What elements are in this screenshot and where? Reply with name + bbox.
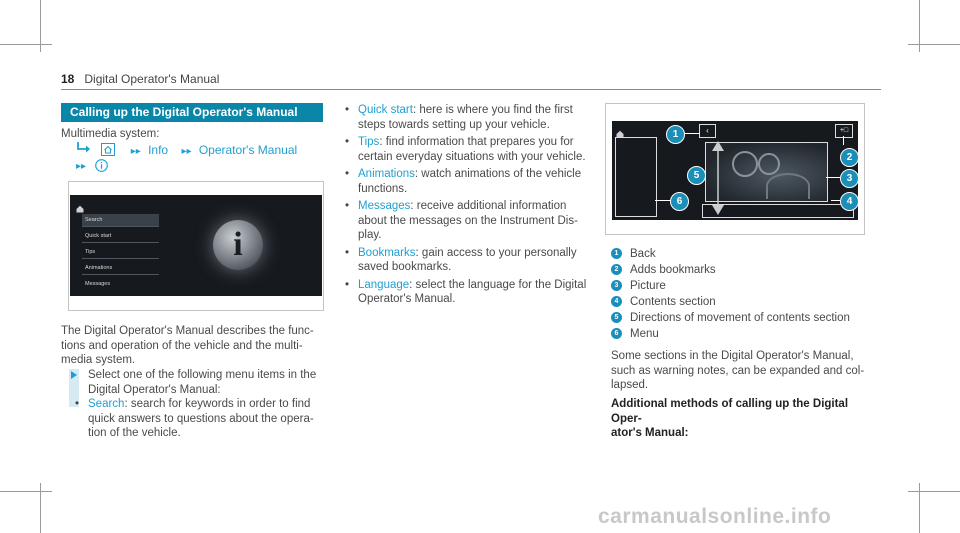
section-banner: Calling up the Digital Operator's Manual xyxy=(61,103,323,122)
legend-item: 2 Adds bookmarks xyxy=(611,264,716,276)
leader-line xyxy=(843,136,844,145)
figure-content-view xyxy=(605,103,865,235)
bookmark-outline: +□ xyxy=(835,124,853,138)
bookmarks-link[interactable]: Bookmarks xyxy=(358,246,416,259)
animations-link[interactable]: Animations xyxy=(358,168,415,180)
back-outline: ‹ xyxy=(699,124,716,138)
screen-content-view xyxy=(612,121,858,220)
list-item: • Bookmarks: gain access to your personally saved bookmarks. xyxy=(343,246,595,275)
step-line: Digital Operator's Manual: xyxy=(88,383,221,396)
crop-mark xyxy=(40,0,41,52)
nav-path xyxy=(76,142,326,160)
callout-1: 1 xyxy=(666,125,685,144)
info-logo-icon xyxy=(213,220,263,270)
dashboard-gauge xyxy=(732,151,758,177)
home-icon xyxy=(101,143,115,160)
search-link[interactable]: Search xyxy=(88,398,125,410)
page-title: Digital Operator's Manual xyxy=(84,72,220,86)
legend-item: 1 Back xyxy=(611,248,656,260)
crop-mark xyxy=(908,44,960,45)
info-logo-letter: i xyxy=(233,226,243,263)
double-chevron-icon: ▸▸ xyxy=(130,146,141,157)
description-line: tions and operation of the vehicle and the multi- xyxy=(61,339,303,352)
menu-outline xyxy=(615,137,657,217)
screen-menu-item: Search xyxy=(82,214,159,227)
screen-menu-item: Messages xyxy=(85,281,111,287)
section-heading: Additional methods of calling up the Digital Oper- ator's Manual: xyxy=(611,398,849,439)
header-divider xyxy=(61,89,881,90)
nav-operators-manual[interactable]: Operator's Manual xyxy=(198,143,298,157)
legend-item: 6 Menu xyxy=(611,328,659,340)
quick-start-link[interactable]: Quick start xyxy=(358,104,413,116)
step-arrow-icon xyxy=(76,143,95,157)
crop-mark xyxy=(919,483,920,533)
screen-main-menu xyxy=(70,195,322,296)
list-item: • Tips: find information that prepares you for certain everyday situations with your vehicle. xyxy=(343,135,595,164)
description-line: The Digital Operator's Manual describes the func- xyxy=(61,325,314,337)
page-header xyxy=(61,72,219,86)
legend-item: 3 Picture xyxy=(611,280,666,292)
double-chevron-icon: ▸▸ xyxy=(181,146,192,157)
crop-mark xyxy=(919,0,920,52)
info-circle-icon xyxy=(95,159,108,177)
callout-3: 3 xyxy=(840,169,858,188)
menu-items-list xyxy=(343,103,595,307)
double-chevron-icon: ▸▸ xyxy=(76,161,87,172)
up-down-arrow-icon xyxy=(711,139,725,220)
list-item: • Animations: watch animations of the vehicle functions. xyxy=(343,167,595,196)
callout-5: 5 xyxy=(687,166,706,185)
crop-mark xyxy=(40,483,41,533)
screen-menu-item: Quick start xyxy=(82,230,159,243)
step-instruction xyxy=(88,368,333,397)
callout-6: 6 xyxy=(670,192,689,211)
list-item-line: tion of the vehicle. xyxy=(88,427,181,439)
system-label: Multimedia system: xyxy=(61,128,160,140)
legend-item: 4 Contents section xyxy=(611,296,716,308)
steering-wheel xyxy=(766,173,810,199)
screen-menu-item: Animations xyxy=(82,262,159,275)
watermark: carmanualsonline.info xyxy=(598,505,832,528)
tips-link[interactable]: Tips xyxy=(358,136,380,148)
list-item: • Messages: receive additional information about the messages on the Instrument Dis- play. xyxy=(343,199,595,243)
list-item-search: • Search: search for keywords in order to find quick answers to questions about the opera- tion of the vehicle. xyxy=(73,397,333,441)
page-number: 18 xyxy=(61,72,75,86)
messages-link[interactable]: Messages xyxy=(358,200,411,212)
list-item: • Language: select the language for the Digital Operator's Manual. xyxy=(343,278,595,307)
legend-item: 5 Directions of movement of contents section xyxy=(611,312,850,324)
language-link[interactable]: Language xyxy=(358,278,410,291)
callout-4: 4 xyxy=(840,192,858,211)
nav-info[interactable]: Info xyxy=(148,143,169,157)
screen-menu-item: Tips xyxy=(82,246,159,259)
leader-line xyxy=(826,177,840,178)
list-item: • Quick start: here is where you find the first steps towards setting up your vehicle. xyxy=(343,103,595,132)
description-line: media system. xyxy=(61,354,136,366)
figure-main-menu xyxy=(68,181,324,311)
dashboard-gauge xyxy=(758,153,780,175)
crop-mark xyxy=(0,44,52,45)
crop-mark xyxy=(908,491,960,492)
description xyxy=(61,324,331,368)
nav-path-second-line xyxy=(76,159,108,177)
leader-line xyxy=(831,200,840,201)
expand-note: Some sections in the Digital Operator's Manual, such as warning notes, can be expanded and col- lapsed. xyxy=(611,350,865,391)
list-item-line: quick answers to questions about the opera- xyxy=(88,412,314,425)
crop-mark xyxy=(0,491,52,492)
step-line: Select one of the following menu items in the xyxy=(88,369,317,381)
callout-2: 2 xyxy=(840,148,858,167)
leader-line xyxy=(683,133,700,134)
